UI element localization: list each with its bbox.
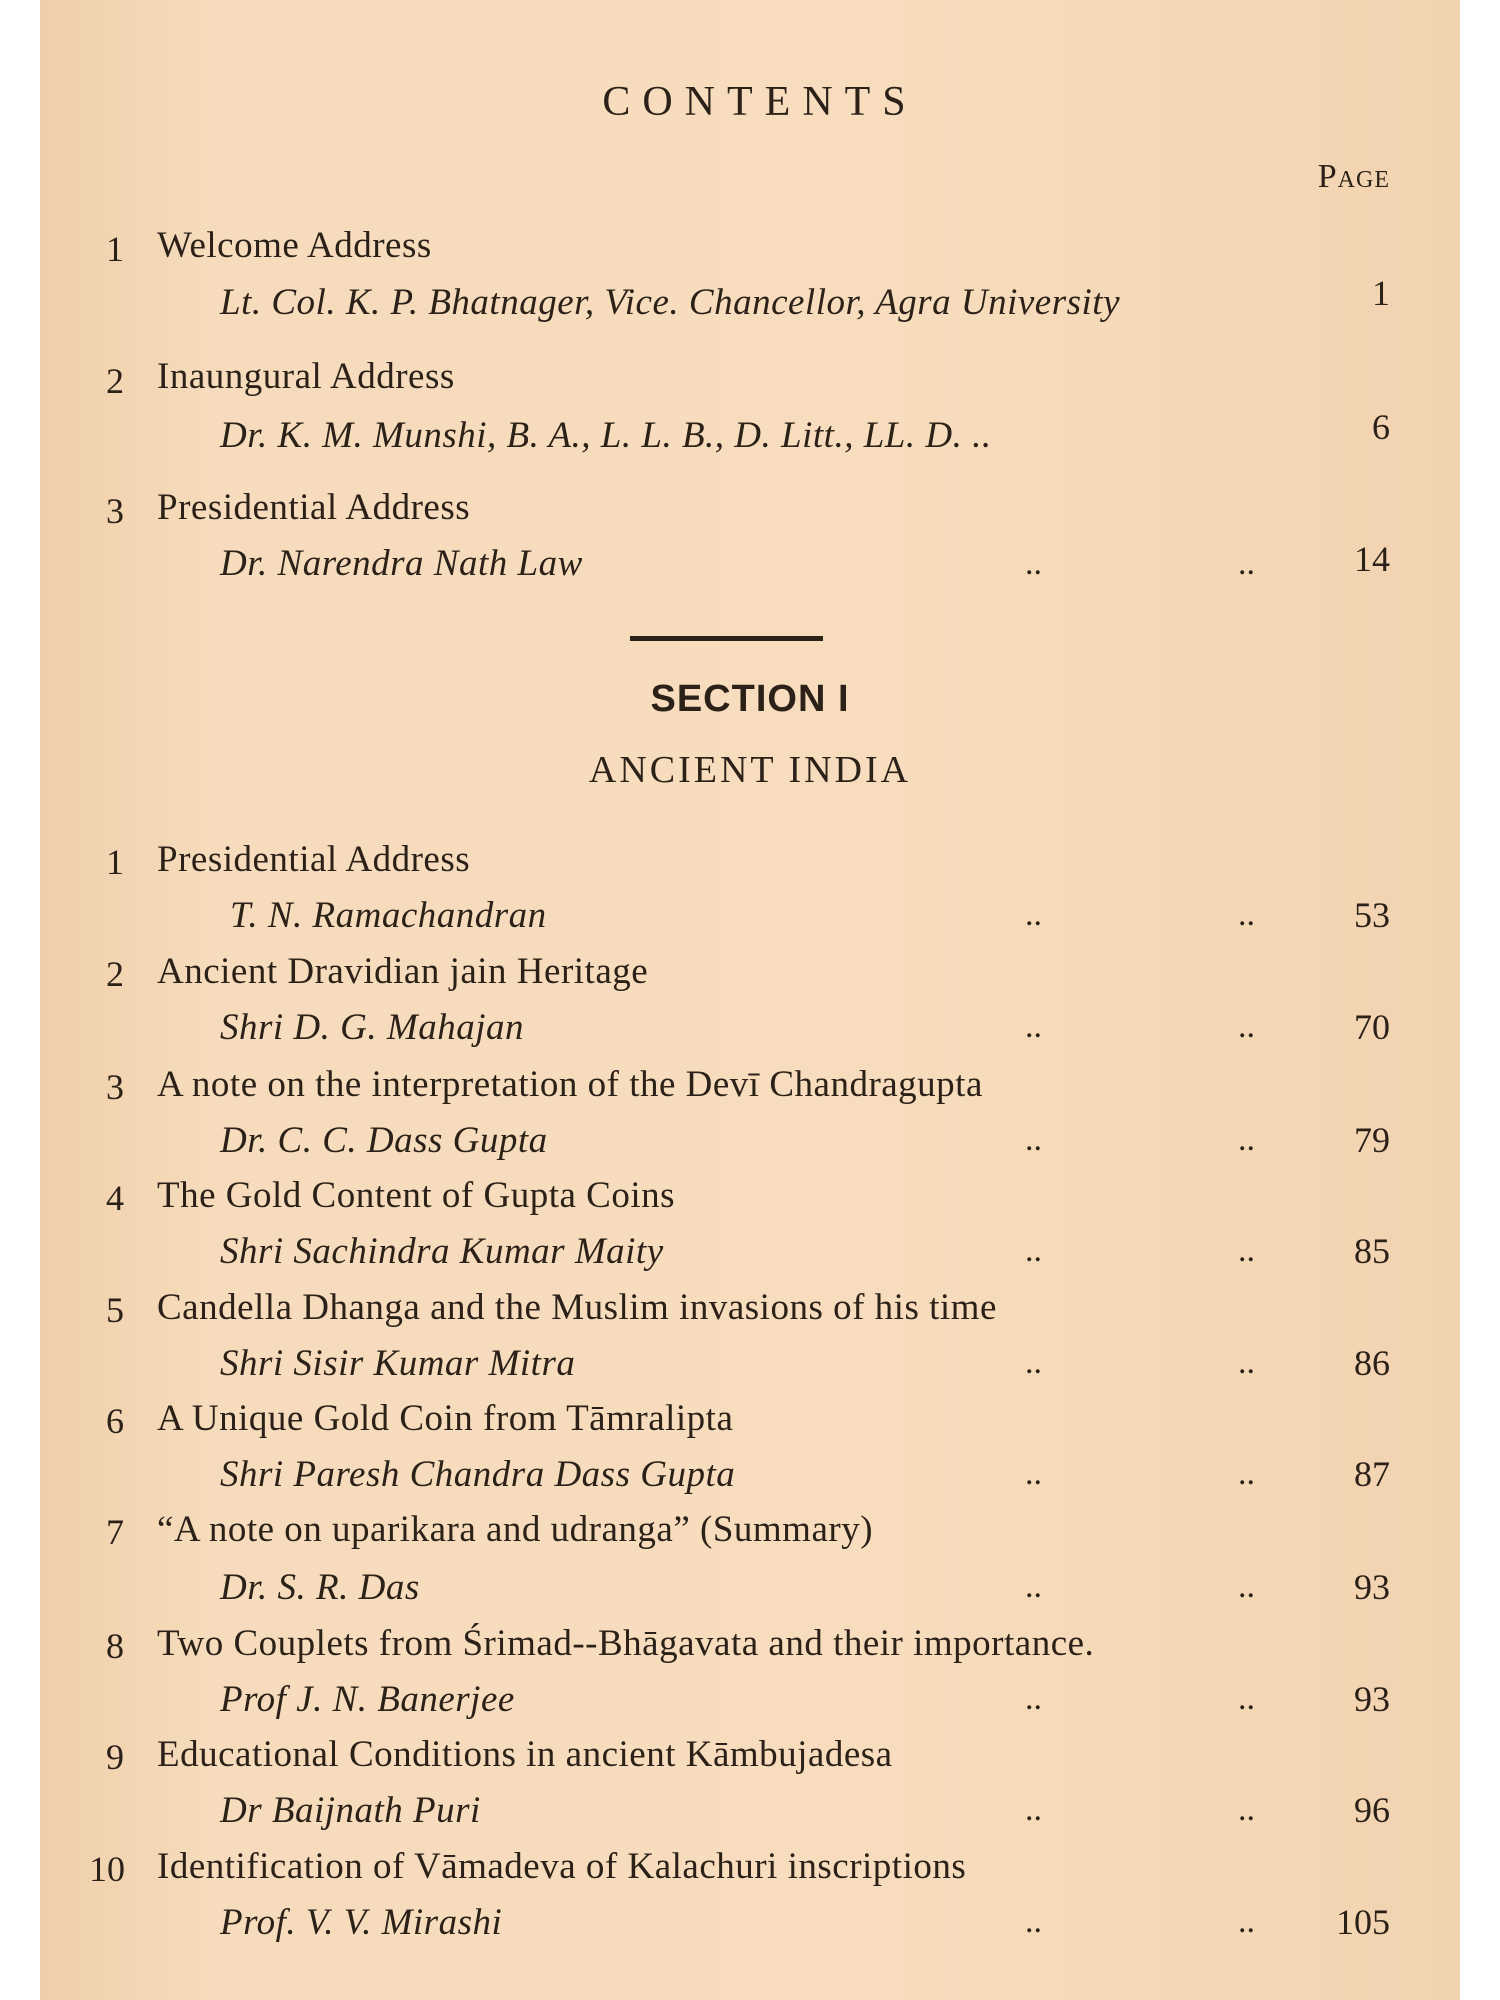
entry-number: 8 <box>106 1626 124 1666</box>
leader-dots: .. <box>1025 896 1042 933</box>
entry-number: 2 <box>106 954 124 994</box>
entry-title: “A note on uparikara and udranga” (Summary) <box>157 1509 874 1550</box>
entry-page: 70 <box>1354 1007 1390 1047</box>
leader-dots: .. <box>1025 1121 1042 1158</box>
entry-title: A Unique Gold Coin from Tāmralipta <box>157 1398 734 1439</box>
entry-page: 53 <box>1354 895 1390 935</box>
entry-number: 1 <box>106 229 124 269</box>
entry-title: Welcome Address <box>157 225 432 266</box>
entry-page: 105 <box>1336 1902 1390 1942</box>
page-title: CONTENTS <box>602 79 918 125</box>
entry-number: 5 <box>106 1290 124 1330</box>
leader-dots: .. <box>1025 1455 1042 1492</box>
entry-title: Ancient Dravidian jain Heritage <box>157 951 649 992</box>
leader-dots: .. <box>1025 545 1042 582</box>
leader-dots: .. <box>1025 1568 1042 1605</box>
entry-number: 3 <box>106 491 124 531</box>
entry-title: A note on the interpretation of the Devī Chandragupta <box>157 1064 983 1105</box>
leader-dots: .. <box>1238 545 1255 582</box>
entry-author: T. N. Ramachandran <box>230 895 547 936</box>
entry-title: Candella Dhanga and the Muslim invasions of his time <box>157 1287 997 1328</box>
entry-page: 93 <box>1354 1567 1390 1607</box>
entry-page: 93 <box>1354 1679 1390 1719</box>
section-subheading: ANCIENT INDIA <box>588 749 912 791</box>
book-page <box>40 0 1460 2000</box>
entry-page: 79 <box>1354 1120 1390 1160</box>
entry-author: Dr Baijnath Puri <box>220 1790 481 1831</box>
leader-dots: .. <box>1238 1791 1255 1828</box>
entry-author: Shri D. G. Mahajan <box>220 1007 524 1048</box>
entry-author: Prof J. N. Banerjee <box>220 1679 515 1720</box>
entry-number: 3 <box>106 1067 124 1107</box>
entry-page: 96 <box>1354 1790 1390 1830</box>
leader-dots: .. <box>1025 1791 1042 1828</box>
entry-number: 6 <box>106 1401 124 1441</box>
entry-author: Dr. C. C. Dass Gupta <box>220 1120 548 1161</box>
leader-dots: .. <box>1238 1455 1255 1492</box>
entry-author: Dr. S. R. Das <box>220 1567 420 1608</box>
entry-page: 14 <box>1354 539 1390 579</box>
entry-number: 9 <box>106 1737 124 1777</box>
entry-author: Shri Paresh Chandra Dass Gupta <box>220 1454 736 1495</box>
entry-page: 86 <box>1354 1343 1390 1383</box>
leader-dots: .. <box>1025 1344 1042 1381</box>
entry-title: Two Couplets from Śrimad--Bhāgavata and their importance. <box>157 1623 1095 1664</box>
entry-page: 87 <box>1354 1454 1390 1494</box>
entry-page: 85 <box>1354 1231 1390 1271</box>
leader-dots: .. <box>1238 1903 1255 1940</box>
leader-dots: .. <box>1238 1232 1255 1269</box>
entry-number: 7 <box>106 1512 124 1552</box>
entry-page: 1 <box>1372 273 1390 313</box>
entry-title: Presidential Address <box>157 839 471 880</box>
entry-author: Shri Sisir Kumar Mitra <box>220 1343 576 1384</box>
leader-dots: .. <box>1025 1008 1042 1045</box>
section-divider <box>630 636 823 641</box>
entry-number: 4 <box>106 1178 124 1218</box>
leader-dots: .. <box>1238 1121 1255 1158</box>
leader-dots: .. <box>1025 1232 1042 1269</box>
entry-author: Dr. Narendra Nath Law <box>220 543 583 584</box>
leader-dots: .. <box>1238 1568 1255 1605</box>
entry-title: Educational Conditions in ancient Kāmbujadesa <box>157 1734 893 1775</box>
entry-title: Identification of Vāmadeva of Kalachuri inscriptions <box>157 1846 967 1887</box>
entry-number: 1 <box>106 842 124 882</box>
leader-dots: .. <box>1025 1680 1042 1717</box>
section-heading: SECTION I <box>650 678 850 720</box>
entry-author: Lt. Col. K. P. Bhatnager, Vice. Chancellor, Agra University <box>220 282 1120 323</box>
entry-number: 10 <box>89 1849 125 1889</box>
leader-dots: .. <box>1025 1903 1042 1940</box>
entry-title: Inaungural Address <box>157 356 455 397</box>
entry-author: Shri Sachindra Kumar Maity <box>220 1231 664 1272</box>
leader-dots: .. <box>1238 1008 1255 1045</box>
entry-author: Dr. K. M. Munshi, B. A., L. L. B., D. Litt., LL. D. .. <box>220 415 992 456</box>
entry-title: The Gold Content of Gupta Coins <box>157 1175 676 1216</box>
page-column-header: Page <box>1317 158 1390 195</box>
leader-dots: .. <box>1238 896 1255 933</box>
entry-author: Prof. V. V. Mirashi <box>220 1902 503 1943</box>
entry-page: 6 <box>1372 407 1390 447</box>
entry-number: 2 <box>106 361 124 401</box>
entry-title: Presidential Address <box>157 487 471 528</box>
leader-dots: .. <box>1238 1680 1255 1717</box>
leader-dots: .. <box>1238 1344 1255 1381</box>
